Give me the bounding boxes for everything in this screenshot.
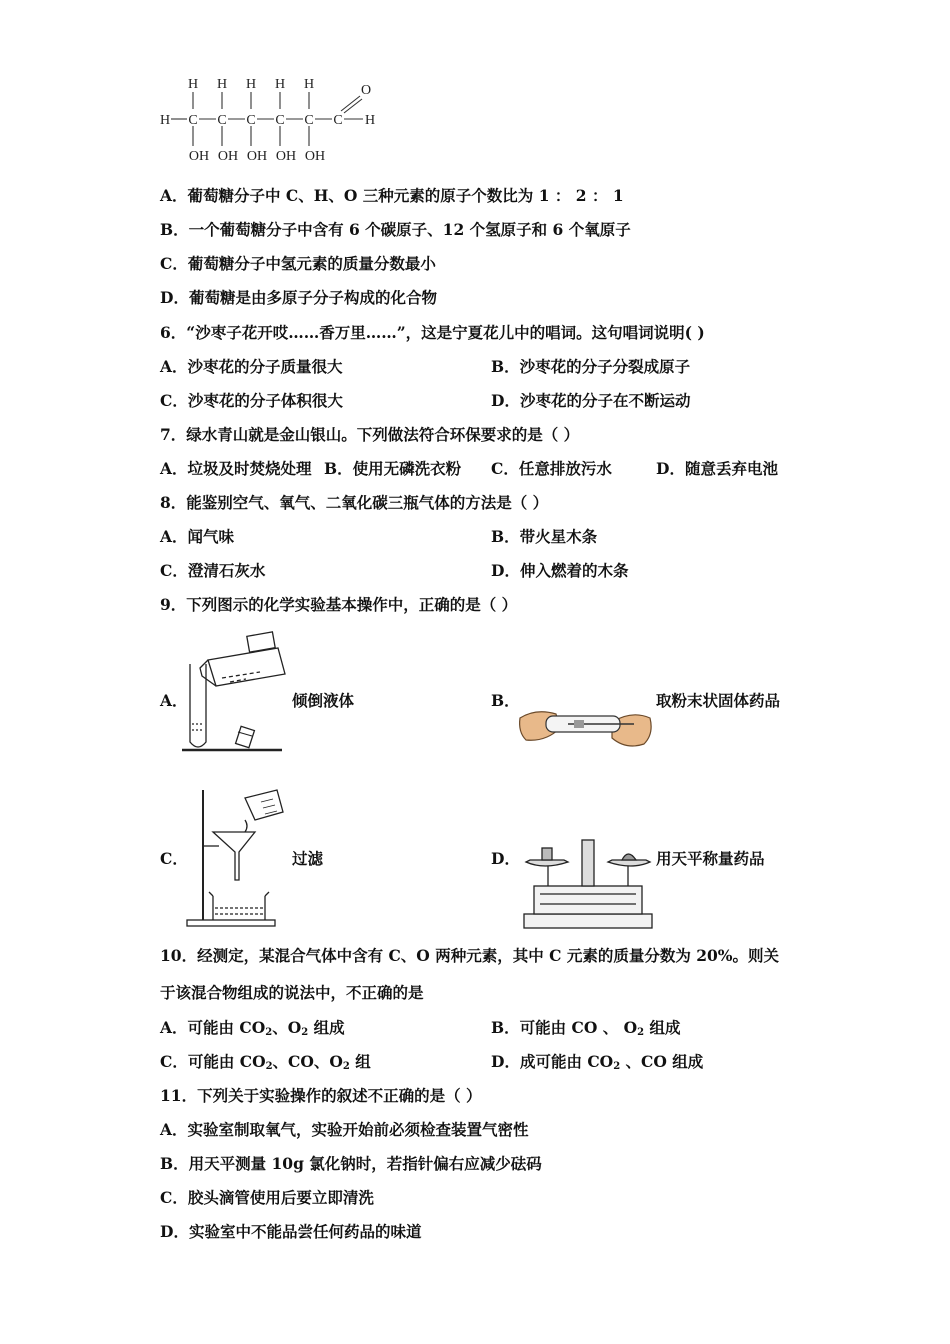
q9-letter-a: A． bbox=[160, 691, 188, 710]
h-top-2: H bbox=[216, 77, 228, 92]
glucose-structure-figure bbox=[155, 74, 385, 164]
q11-option-d: D．实验室中不能品尝任何药品的味道 bbox=[160, 1222, 422, 1241]
q7-option-a: A．垃圾及时焚烧处理 bbox=[160, 459, 312, 478]
q8-option-c: C．澄清石灰水 bbox=[160, 561, 266, 580]
balance-figure bbox=[520, 832, 656, 932]
pour-liquid-figure bbox=[180, 624, 290, 754]
c-atom-6: C bbox=[333, 113, 343, 128]
aldehyde-o: O bbox=[360, 83, 372, 98]
aldehyde-h: H bbox=[364, 113, 376, 128]
q9-stem: 9．下列图示的化学实验基本操作中，正确的是（ ） bbox=[160, 595, 518, 614]
oh-4: OH bbox=[275, 149, 297, 164]
h-top-1: H bbox=[187, 77, 199, 92]
q8-option-b: B．带火星木条 bbox=[491, 527, 598, 546]
q11-option-a: A．实验室制取氧气，实验开始前必须检查装置气密性 bbox=[160, 1120, 529, 1139]
q5-option-c: C．葡萄糖分子中氢元素的质量分数最小 bbox=[160, 254, 436, 273]
q6-option-d: D．沙枣花的分子在不断运动 bbox=[491, 391, 691, 410]
filtration-figure bbox=[183, 780, 293, 930]
q9-letter-c: C． bbox=[160, 849, 188, 868]
h-top-4: H bbox=[274, 77, 286, 92]
q5-option-b: B．一个葡萄糖分子中含有 6 个碳原子、12 个氢原子和 6 个氧原子 bbox=[160, 220, 631, 239]
c-atom-2: C bbox=[217, 113, 227, 128]
h-left: H bbox=[159, 113, 171, 128]
q7-option-c: C．任意排放污水 bbox=[491, 459, 612, 478]
q5-option-a: A．葡萄糖分子中 C、H、O 三种元素的原子个数比为 1 ： 2 ： 1 bbox=[160, 186, 624, 205]
q7-stem: 7．绿水青山就是金山银山。下列做法符合环保要求的是（ ） bbox=[160, 425, 580, 444]
q10-option-c: C．可能由 $CO_2$、CO、$O_2$ 组 bbox=[160, 1052, 371, 1072]
q9-caption-c: 过滤 bbox=[292, 849, 324, 868]
q11-option-c: C．胶头滴管使用后要立即清洗 bbox=[160, 1188, 374, 1207]
q6-stem: 6．“沙枣子花开哎……香万里……”，这是宁夏花儿中的唱词。这句唱词说明( ) bbox=[160, 323, 705, 342]
oh-2: OH bbox=[217, 149, 239, 164]
c-atom-5: C bbox=[304, 113, 314, 128]
c-atom-4: C bbox=[275, 113, 285, 128]
q11-stem: 11．下列关于实验操作的叙述不正确的是（ ） bbox=[160, 1086, 482, 1105]
q9-caption-d: 用天平称量药品 bbox=[656, 849, 765, 868]
q10-option-b: B．可能由 CO 、 $O_2$ 组成 bbox=[491, 1018, 681, 1038]
powder-sampling-figure bbox=[516, 700, 656, 756]
oh-5: OH bbox=[304, 149, 326, 164]
h-top-3: H bbox=[245, 77, 257, 92]
q11-option-b: B．用天平测量 10g 氯化钠时，若指针偏右应减少砝码 bbox=[160, 1154, 542, 1173]
q10-stem-line-1: 10．经测定，某混合气体中含有 C、O 两种元素，其中 C 元素的质量分数为 20%。则关 bbox=[160, 946, 780, 965]
q7-option-d: D．随意丢弃电池 bbox=[656, 459, 778, 478]
q7-option-b: B．使用无磷洗衣粉 bbox=[324, 459, 462, 478]
q5-option-d: D．葡萄糖是由多原子分子构成的化合物 bbox=[160, 288, 437, 307]
q9-caption-a: 倾倒液体 bbox=[292, 691, 355, 710]
q6-option-a: A．沙枣花的分子质量很大 bbox=[160, 357, 343, 376]
q10-option-a: A．可能由 $CO_2$、$O_2$ 组成 bbox=[160, 1018, 345, 1038]
q10-option-d: D．成可能由 $CO_2$ 、CO 组成 bbox=[491, 1052, 704, 1072]
h-top-5: H bbox=[303, 77, 315, 92]
c-atom-1: C bbox=[188, 113, 198, 128]
q9-letter-b: B． bbox=[491, 691, 520, 710]
q8-stem: 8．能鉴别空气、氧气、二氧化碳三瓶气体的方法是（ ） bbox=[160, 493, 549, 512]
q9-caption-b: 取粉末状固体药品 bbox=[656, 691, 781, 710]
q8-option-d: D．伸入燃着的木条 bbox=[491, 561, 629, 580]
q9-letter-d: D． bbox=[491, 849, 520, 868]
q10-stem-line-2: 于该混合物组成的说法中，不正确的是 bbox=[160, 983, 424, 1002]
oh-3: OH bbox=[246, 149, 268, 164]
q6-option-c: C．沙枣花的分子体积很大 bbox=[160, 391, 343, 410]
q8-option-a: A．闻气味 bbox=[160, 527, 235, 546]
c-atom-3: C bbox=[246, 113, 256, 128]
oh-1: OH bbox=[188, 149, 210, 164]
q6-option-b: B．沙枣花的分子分裂成原子 bbox=[491, 357, 691, 376]
